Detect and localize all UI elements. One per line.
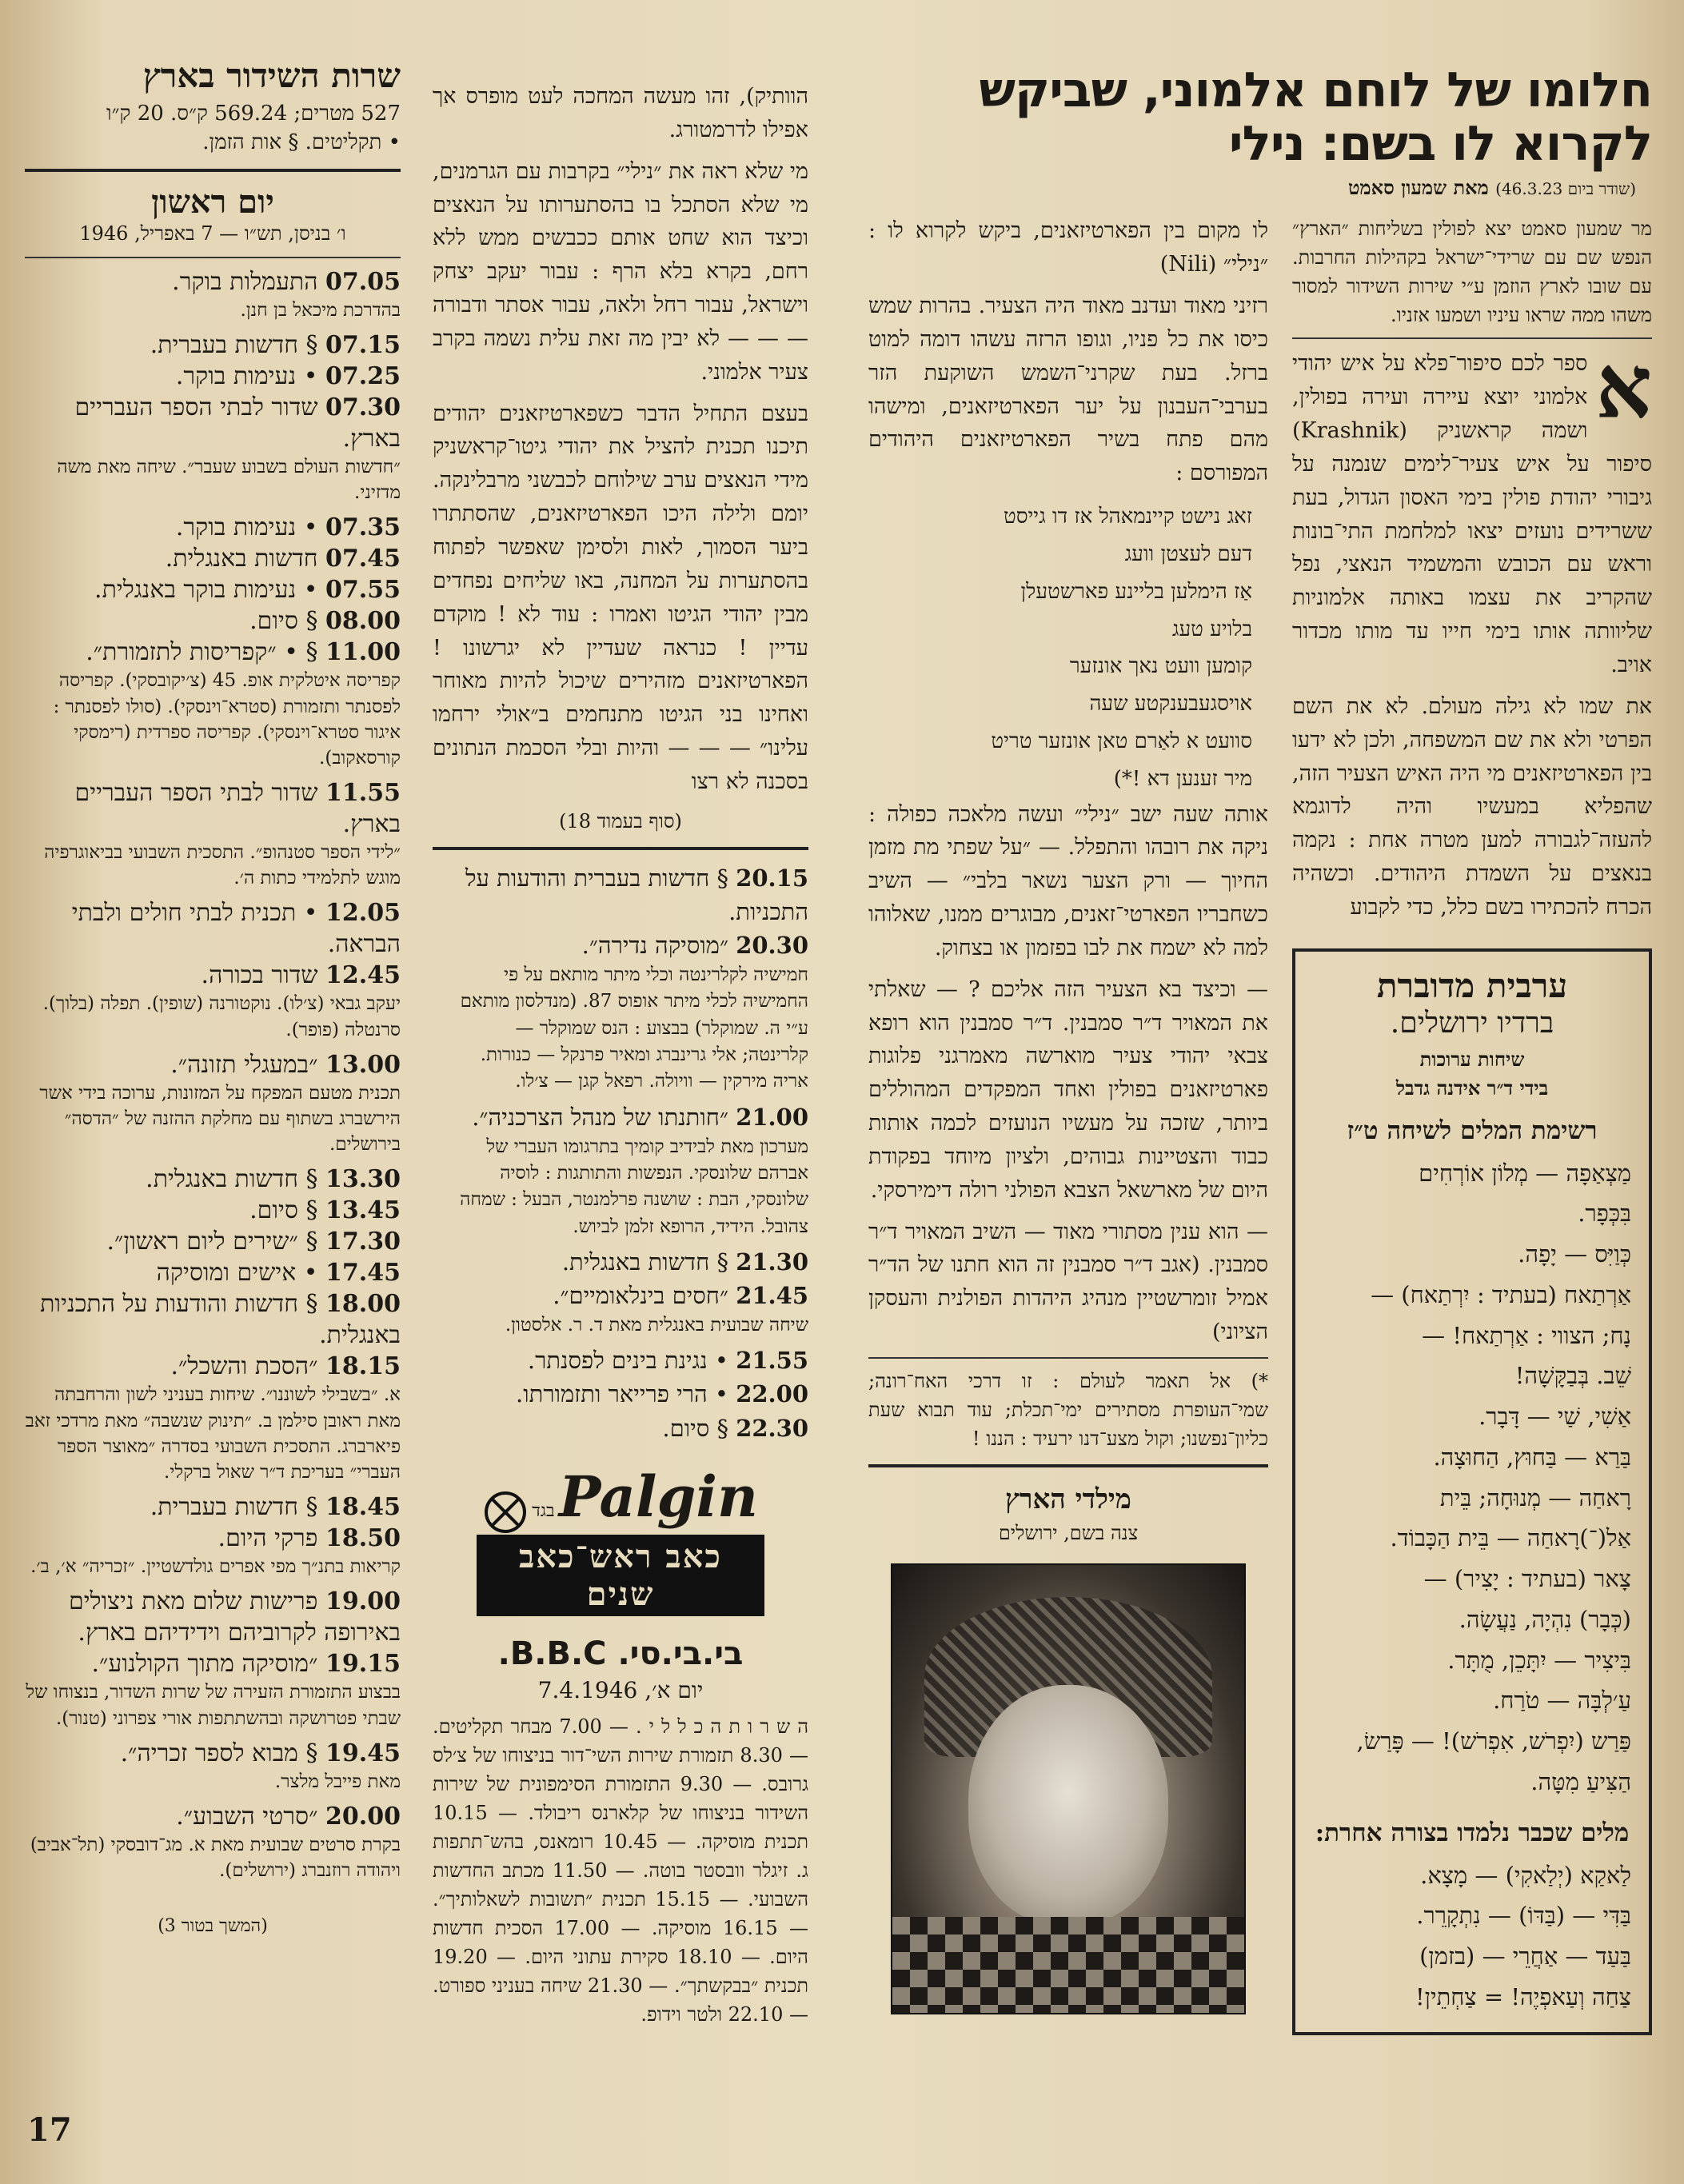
listing-item [25, 266, 401, 297]
article-paragraph-9: מי שלא ראה את ״נילי״ בקרבות עם הגרמנים, מי שלא הסתכל בו בהסתערותו על הנאצים וכיצד הוא שחט אותם ככבשים ממש ללא רחם, בקרא בלא הרף : עבור יעקב יצחק וישראל, עבור רחל ולאה, עבור אסתר ודבורה — — — לא יבין מה זאת עלית נשמה בקרב צעיר אלמוני. [433, 158, 808, 385]
listing-item [25, 574, 401, 605]
listing-desc: א. ״בשבילי לשוננו״. שיחות בעניני לשון והרחבתה מאת ראובן סילמן ב. ״תינוק שנשבה״ מאת מרדכי זאב פיארברג. התסכית השבועי בסדרה ״מאוצר הספר העברי״ בעריכת ד״ר שאול ברקלי. [25, 1384, 401, 1483]
listing-item [25, 605, 401, 637]
divider [868, 1357, 1268, 1359]
song-line: מיר זענען דא !*) [1113, 766, 1252, 791]
listing-symbol: • [303, 1259, 318, 1288]
schedule-desc: חמישיה לקלרינטה וכלי מיתר מותאם על פי החמישיה לכלי מיתר אופוס 87. (מנדלסון מותאם ע״י ה. שמוקלר) בבצוע : הנס שמוקלר — קלרינטה; אלי גרינברג ומאיר פרנקל — כנורות. אריה מירקין — וויולה. רפאל קגן — צ׳לו. [460, 964, 808, 1092]
listings-title: שרות השידור בארץ [142, 56, 401, 95]
song-line: סוועט א לאַרם טאן אונזער טריט [991, 729, 1252, 753]
listing-time: 07.30 [325, 393, 401, 421]
box-credit-1: שיחות ערוכות [1419, 1047, 1525, 1071]
listing-symbol: § [305, 330, 318, 359]
listing-item [25, 1648, 401, 1679]
song-line: בלויע טעג [1171, 617, 1252, 641]
schedule-desc: שיחה שבועית באנגלית מאת ד. ר. אלסטון. [505, 1315, 808, 1336]
bbc-title: בי.בי.סי. B.B.C. [497, 1635, 744, 1673]
listing-title: חדשות באנגלית. [146, 1165, 298, 1194]
listings-frequency: 527 מטרים; 569.24 ק״ס. 20 ק״ו [106, 102, 401, 126]
listing-time: 07.45 [325, 545, 401, 573]
schedule-item: 21.45 ״חסים בינלאומיים״. [553, 1282, 808, 1310]
listing-title: חדשות באנגלית. [165, 545, 318, 573]
listing-symbol: • [303, 576, 318, 605]
listing-title: חדשות בעברית. [150, 330, 298, 359]
listing-item [25, 361, 401, 392]
box-credit-2: בידי ד״ר אידנה גדבל [1395, 1076, 1549, 1100]
listing-title: חדשות והודעות על התכניות באנגלית. [40, 1290, 401, 1350]
continued-footer: (המשך בטור 3) [158, 1916, 268, 1937]
listing-time: 11.00 [325, 638, 401, 667]
kids-title: מילדי הארץ [1005, 1483, 1131, 1515]
listing-desc: בבצוע התזמורת הזעירה של שרות השדור, בנצוחו של שבתי פטרושקה ובהשתתפות אורי צפרוני (טנור). [26, 1682, 401, 1729]
vocab-item: כְּוַיִּס — יָפָה. [1518, 1240, 1631, 1268]
vocab-item: פַּרַש (יִפְרֹש, אִפְרֹש)! — פָּרַשׂ, [1356, 1727, 1631, 1755]
vocab-item: שֵׁב. בְּבַקָּשָׁה! [1514, 1362, 1631, 1390]
listing-title: ״מוסיקה מתוך הקולנוע״. [91, 1650, 318, 1679]
listing-desc: בהדרכת מיכאל בן חנן. [240, 299, 401, 321]
listing-title: פרישות שלום מאת ניצולים באירופה לקרוביהם וידידיהם בארץ. [68, 1587, 401, 1647]
vocab-item: צָאר (בעתיד : יָצִיר) — [1423, 1565, 1631, 1593]
listing-title: ״הסכת והשכל״. [170, 1352, 318, 1381]
listing-desc: קפריסה איטלקית אופ. 45 (צ׳יקובסקי). קפריסה לפסנתר ותזמורת (סטרא־וינסקי). (סולו לפסנתר : איגור סטרא־וינסקי). קפריסה ספרדית (רימסקי קורסאקוב). [53, 670, 401, 769]
listing-item [25, 1738, 401, 1769]
listing-time: 19.00 [325, 1587, 401, 1616]
listing-time: 12.45 [325, 961, 401, 990]
listing-time: 19.45 [325, 1739, 401, 1767]
listing-title: נעימות בוקר. [175, 513, 297, 542]
listing-item [25, 1164, 401, 1195]
schedule-item: 21.30 § חדשות באנגלית. [561, 1248, 808, 1276]
vocab-item: נָח; הצווי : אַרְתַאח! — [1422, 1321, 1631, 1349]
article-paragraph-6: — וכיצד בא הצעיר הזה אליכם ? — שאלתי את המאויר ד״ר סמבנין. ד״ר סמבנין הוא רופא צבאי יהודי צעיר מוארשה מאמרגני פלוגות פארטיזאנים בפולין ואחד המפקדים המהוללים ביותר, שזכה על מעשיו הנועזים לכמה אותות כבוד והצטיינות גבוהים, ולציון מיוחד בפקודת היום של מארשאל הצבא הפולני רולה דימירסקי. [868, 976, 1268, 1203]
pill-icon [483, 1490, 528, 1535]
listing-title: פרקי היום. [217, 1524, 318, 1553]
listing-desc: קריאות בתנ״ך מפי אפרים גולדשטיין. ״זכריה״ א׳, ב׳. [30, 1556, 401, 1578]
vocab-item: בַּרַא — בַּחוּץ, הַחוּצָה. [1433, 1443, 1631, 1471]
vocab-heading-2: מלים שכבר נלמדו בצורה אחרת: [1315, 1818, 1630, 1847]
day-title: יום ראשון [151, 182, 274, 221]
listing-title: ״קפריסות לתזמורת״. [86, 638, 277, 667]
schedule-item: 22.00 • הרי פרייאר ותזמורתו. [516, 1380, 808, 1408]
article-title: חלומו של לוחם אלמוני, שביקש לקרוא לו בשם: נילי [979, 62, 1652, 173]
article-paragraph-1: א ספר לכם סיפור־פלא על איש יהודי אלמוני יוצא עיירה ועירה בפולין, ושמה קראשניק (Krashnik) סיפור על איש צעיר־לימים שנמנה על גיבורי יהודת פולין בימי האסון הגדול, בעת ששרידים נועזים יצאו למלחמת התי־בונות וראש עם הכובש והמשמיד הנאצי, נפל שהקריב את עצמו באותה אלמוניות שליוותה אותו בימי חייו עד מותו מכדור אויב. [1292, 335, 1652, 677]
divider [433, 847, 808, 850]
listing-item [25, 637, 401, 668]
schedule-item: 20.30 ״מוסיקה נדירה״. [581, 931, 808, 959]
listing-title: חדשות בעברית. [150, 1493, 298, 1522]
listing-item [25, 543, 401, 574]
vocab-item: רָאחַה — מְנוּחָה; בֵּית [1439, 1483, 1631, 1511]
listing-item [25, 1801, 401, 1832]
listing-time: 18.15 [325, 1352, 401, 1381]
bbc-date: יום א׳, 7.4.1946 [537, 1677, 704, 1704]
palgin-small: בגד [532, 1500, 555, 1521]
listing-time: 13.00 [325, 1050, 401, 1079]
listing-item [25, 960, 401, 991]
kids-caption: צנה בשם, ירושלים [998, 1522, 1139, 1544]
evening-schedule [433, 861, 808, 1445]
listing-time: 07.05 [325, 267, 401, 296]
partisan-song [868, 498, 1268, 797]
listing-item [25, 512, 401, 543]
vocab-list-2 [1313, 1855, 1631, 2018]
listing-symbol: § [305, 1290, 318, 1319]
article-paragraph-8: הוותיק), זהו מעשה המחכה לעט מופרס אך אפילו לדרמטורג. [433, 84, 808, 142]
vocab-item: אַל(־)רָאחַה — בֵּית הַכָּבוֹד. [1390, 1524, 1631, 1552]
vocab-item: הַצִּיעַ מִטָּה. [1530, 1767, 1631, 1795]
listing-item [25, 777, 401, 840]
listing-time: 18.00 [325, 1290, 401, 1319]
listing-item [25, 1226, 401, 1257]
listing-item [25, 1523, 401, 1554]
listing-desc: יעקב גבאי (צ׳לו). נוקטורנה (שופין). תפלה (בלוך). סרנטלה (פופר). [42, 993, 401, 1040]
listing-time: 20.00 [325, 1802, 401, 1831]
palgin-logo: Palgin [558, 1463, 758, 1530]
listing-item [25, 329, 401, 361]
vocab-item: צַחַה וְעַאפְיֶה! = צַחְתֵין! [1415, 1982, 1631, 2010]
listing-time: 12.05 [325, 899, 401, 928]
vocab-item: בַּדִּי — (בַּדּוֹ) — נִתְקָרֵר. [1416, 1902, 1631, 1930]
listings [25, 266, 401, 1884]
vocab-item: בִּיצִיר — יִתָּכֵן, מֻתָּר. [1447, 1646, 1631, 1674]
palgin-logo-row [477, 1463, 764, 1535]
song-line: זאג נישט קיינמאהל אז דו גייסט [1004, 505, 1252, 529]
song-line: אויסגעבענקטע שעה [1089, 692, 1252, 717]
listings-legend: • תקליטים. § אות הזמן. [202, 130, 401, 155]
radio-listings-column [25, 32, 401, 1954]
listing-item [25, 1586, 401, 1648]
listing-desc: ״חדשות העולם בשבוע שעבר״. שיחה מאת משה מדזיני. [57, 456, 401, 504]
schedule-item: 21.00 ״חותנתו של מנהל הצרכניה״. [472, 1103, 808, 1131]
listing-time: 07.15 [325, 330, 401, 359]
vocab-heading-1: רשימת המלים לשיחה ט״ז [1347, 1116, 1598, 1145]
listing-item [25, 1351, 401, 1382]
article-intro: מר שמעון סאמט יצא לפולין בשליחות ״הארץ״ הנפש שם עם שרידי־ישראל בקהילות החרבות. עם שובו לארץ הוזמן ע״י שירות השידור למסור משהו ממה שראו עיניו ושמעו אזניו. [1292, 218, 1652, 327]
divider [868, 1464, 1268, 1467]
day-date: ו׳ בניסן, תש״ו — 7 באפריל, 1946 [79, 222, 346, 245]
listing-time: 13.30 [325, 1165, 401, 1194]
listing-title: התעמלות בוקר. [172, 267, 318, 296]
listing-time: 11.55 [325, 779, 401, 808]
listing-symbol: § [305, 1165, 318, 1194]
listing-item [25, 1049, 401, 1080]
listing-symbol: § [305, 1739, 318, 1767]
article-subcolumn-left [868, 214, 1268, 2014]
divider [25, 257, 401, 258]
article-paragraph-4: רזיני מאוד ועדנב מאוד היה הצעיר. בהרות שמש כיסו את כל פניו, וגופו הרזה עשהו דומה למוט ברזל. בעת שקרני־השמש השוקעת הזר בערבי־העבנון על יער הפארטיזאנים, ומישהו מהם פתח בשיר הפארטיזאנים היהודים המפורסם : [868, 293, 1268, 486]
listing-symbol: • [303, 513, 318, 542]
photo-face [968, 1685, 1168, 1925]
listing-title: שדור לבתי הספר העבריים בארץ. [74, 393, 401, 453]
listing-desc: ״לידי הספר סטנהופ״. התסכית השבועי בביאוגרפיה מוגש לתלמידי כתות ה׳. [44, 842, 401, 889]
arabic-lesson-box [1292, 948, 1652, 2035]
schedule-item: 22.30 § סיום. [662, 1414, 808, 1442]
vocab-item: (כְּבָר) נִהְיָה, נַעֲשָׂה. [1459, 1605, 1631, 1633]
schedule-item: 21.55 • נגינת בינים לפסנתר. [527, 1347, 808, 1375]
listing-time: 18.50 [325, 1524, 401, 1553]
divider [25, 169, 401, 172]
song-line: קומען וועט נאך אונזער [1069, 654, 1252, 679]
listing-item [25, 1257, 401, 1288]
schedule-item: 20.15 § חדשות בעברית והודעות על התכניות. [465, 864, 808, 925]
box-title: ערבית מדוברת [1376, 965, 1568, 1005]
article-paragraph-5: אותה שעה ישב ״נילי״ ועשה מלאכה כפולה : ניקה את רובהו והתפלל. — ״על שפתי מת מזמן החיוך — ורק הצער נשאר בלבי״ — השיב כשחבריו הפארטי־זאנים, מבוגרים ממנו, שאלוהו למה לא ישמח את לבו בפזמון או בצחוק. [868, 801, 1268, 960]
listing-time: 08.00 [325, 607, 401, 636]
box-subtitle: ברדיו ירושלים. [1390, 1006, 1554, 1040]
listing-title: נעימות בוקר באנגלית. [94, 576, 297, 605]
listing-time: 17.30 [325, 1228, 401, 1256]
article-subcolumn-right [1292, 214, 1652, 2034]
photo-checked-garment [892, 1917, 1244, 2013]
vocab-item: בִּכְּפָר. [1578, 1200, 1631, 1228]
palgin-slogan: כאב ראש־כאב שנים [477, 1535, 764, 1616]
listing-time: 18.45 [325, 1493, 401, 1522]
listing-title: שדור בכורה. [201, 961, 318, 990]
listing-time: 19.15 [325, 1650, 401, 1679]
palgin-ad [477, 1463, 764, 1617]
listing-title: ״שירים ליום ראשון״. [106, 1228, 298, 1256]
schedule-desc: מערכון מאת לבידיב קומיך בתרגומו העברי של אברהם שלונסקי. הנפשות והתותגות : לוסיה שלונסקי, הבת : שושנה פרלמנטר, הבעל : שמחה צהובל. הידיד, הרופא זלמן לביוש. [460, 1136, 808, 1237]
listing-symbol: § [305, 1493, 318, 1522]
article-footnote: *) אל תאמר לעולם : זו דרכי האח־רונה; שמי־העופרת מסתירים ימי־תכלת; עוד תבוא שעת כליון־נפשנו; וקול מצע־דנו ירעיד : הננו ! [868, 1370, 1268, 1450]
listing-item [25, 897, 401, 960]
song-line: אַז הימלען בליינע פארשטעלן [1020, 579, 1252, 604]
vocab-item: אַרְתַאח (בעתיד : יִרְתַאח) — [1371, 1280, 1631, 1308]
listing-title: שדור לבתי הספר העבריים בארץ. [74, 779, 401, 839]
author: מאת שמעון סאמט [1347, 176, 1489, 200]
continued-note: (סוף בעמוד 18) [559, 809, 682, 832]
article-paragraph-2: את שמו לא גילה מעולם. לא את השם הפרטי ולא את שם המשפחה, ולכן לא ידעו בין הפארטיזאנים מי היה האיש הצעיר הזה, שהפליא במעשיו והיה לדוגמא להעזה־לגבורה למען מטרה אחת : נקמה בנאצים על השמדת היהודים. וכשהיה הכרח להכתירו בשם כלל, כדי לקבוע [1292, 693, 1652, 920]
listing-time: 07.55 [325, 576, 401, 605]
listing-symbol: § [305, 1196, 318, 1225]
vocab-list-1 [1313, 1153, 1631, 1803]
listing-time: 17.45 [325, 1259, 401, 1288]
listing-desc: בקרת סרטים שבועית מאת א. מג־דובסקי (תל־אביב) ויהודה רוזנברג (ירושלים). [30, 1834, 401, 1882]
page-number: 17 [27, 2111, 72, 2149]
listing-title: נעימות בוקר. [175, 361, 297, 390]
article-byline [836, 176, 1652, 200]
vocab-item: מַצְאַפָה — מְלוֹן אוֹרְחִים [1419, 1159, 1631, 1187]
listing-title: ״סרטי השבוע״. [176, 1802, 318, 1831]
listing-symbol: • [303, 899, 318, 928]
middle-column [433, 32, 808, 2037]
listing-time: 13.45 [325, 1196, 401, 1225]
listing-time: 07.25 [325, 361, 401, 390]
listing-symbol: § [305, 607, 318, 636]
broadcast-date: (שודר ביום 46.3.23) [1495, 179, 1636, 199]
listing-title: סיום. [249, 607, 298, 636]
article-column [836, 32, 1652, 2184]
article-subcolumns [836, 214, 1652, 2184]
song-line: דעם לעצטן וועג [1124, 541, 1252, 566]
listing-item [25, 1491, 401, 1523]
listing-item [25, 1195, 401, 1226]
listing-title: תכנית לבתי חולים ולבתי הבראה. [71, 899, 401, 959]
child-photo [891, 1563, 1246, 2014]
vocab-item: לַאקַא (יְלַאקִי) — מָצָא. [1420, 1861, 1631, 1889]
listing-item [25, 392, 401, 454]
vocab-item: עַ׳לְבָּה — טֹרַח. [1493, 1687, 1631, 1715]
listing-desc: מאת פייבל מלצר. [274, 1771, 401, 1792]
bbc-schedule: ה ש ר ו ת ה כ ל ל י . — 7.00 מבחר תקליטים. — 8.30 תזמורת שירות השי־דור בניצוחו של צ׳לס גרובס. — 9.30 התזמורת הסימפונית של שירות השידור בניצוחו של קלארנס ריבולד. — 10.15 תכנית מוסיקה. — 10.45 רומאנס, בהש־תתפות ג. זיגלר וובסטר בוטה. — 11.50 מכתב החדשות השבועי. — 15.15 תכנית ״תשובות לשאלותיך״. — 16.15 מוסיקה. — 17.00 הסכית חדשות היום. — 18.10 סקירת עתוני היום. — 19.20 תכנית ״בבקשתך״. — 21.30 שיחה בעניני ספורט. — 22.10 ולטר וידופ. [433, 1715, 809, 2026]
listing-symbol: § • [284, 638, 318, 667]
listing-title: מבוא לספר זכריה״. [120, 1739, 298, 1767]
listing-title: ״במעגלי תזונה״. [170, 1050, 318, 1079]
listing-title: סיום. [249, 1196, 298, 1225]
article-paragraph-7: — הוא ענין מסתורי מאוד — השיב המאויר ד״ר סמבנין. (אגב ד״ר סמבנין זה הוא חתנו של הד״ר אמיל זומרשטיין מנהיג היהדות הפולנית והעסקן הציוני) [868, 1219, 1268, 1345]
listing-title: אישים ומוסיקה [156, 1259, 297, 1288]
vocab-item: אַשִׁי, שַׁי — דָּבָר. [1478, 1403, 1631, 1431]
vocab-item: בַּעַד — אַחֲרֵי — (בזמן) [1419, 1942, 1631, 1970]
listing-time: 07.35 [325, 513, 401, 542]
listing-symbol: • [303, 361, 318, 390]
listing-symbol: § [305, 1228, 318, 1256]
article-paragraph-3: לו מקום בין הפארטיזאנים, ביקש לקרוא לו : ״נילי״ (Nili) [868, 218, 1268, 277]
listing-item [25, 1288, 401, 1351]
drop-cap: א [1595, 335, 1652, 439]
listing-desc: תכנית מטעם המפקח על המזונות, ערוכה בידי אשר הירשברג בשתוף עם מחלקת ההזנה של ״הדסה״ בירושלים. [39, 1082, 401, 1156]
article-paragraph-10: בעצם התחיל הדבר כשפארטיזאנים יהודים תיכנו תכנית להציל את יהודי גיטו־קראשניק מידי הנאצים ערב שילוחם לכבשני מרבלינקה. יומם ולילה היכו הפארטיזאנים, שהסתתרו ביער הסמוך, לאות ולסימן שאפשר לפתוח בהסתערות על המחנה, באו שליחים נפחדים מבין יהודי הגיטו ואמרו : עוד לא ! מוקדם עדיין ! כנראה שעדיין לא יגרשונו ! הפארטיזאנים מזהירים שיכול להיות מאוחר ואחינו בני הגיטו מתנחמים ב״אולי ירחמו עלינו״ — — — והיות ובלי הסכמת הנתונים בסכנה לא רצו [433, 401, 808, 794]
